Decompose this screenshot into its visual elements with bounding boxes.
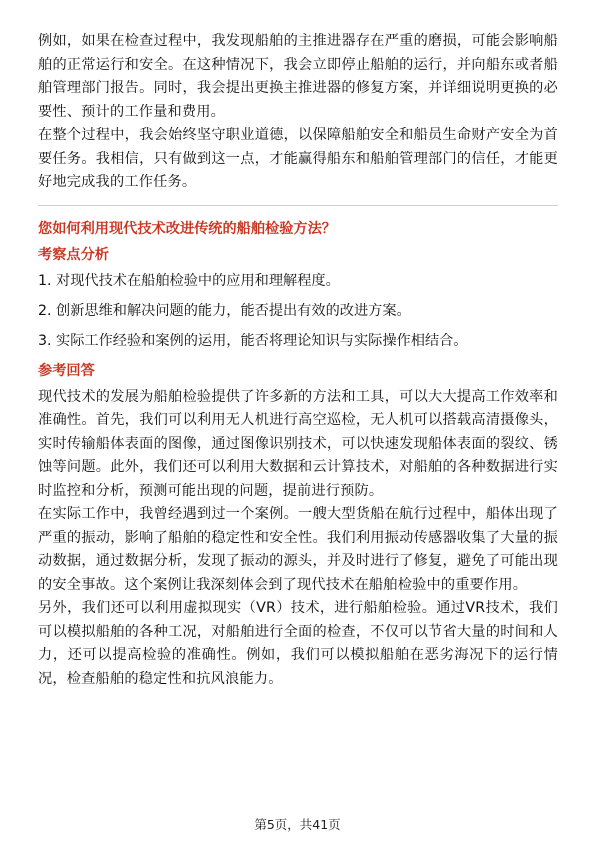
analysis-item-2: 2. 创新思维和解决问题的能力，能否提出有效的改进方案。 [38,302,411,319]
analysis-heading: 考察点分析 [38,246,109,263]
page-number-footer: 第5页，共41页 [254,817,341,832]
analysis-item-1: 1. 对现代技术在船舶检验中的应用和理解程度。 [38,272,340,289]
section-divider [38,205,558,206]
answer-heading: 参考回答 [38,362,95,379]
answer-paragraph-3: 另外，我们还可以利用虚拟现实（VR）技术，进行船舶检验。通过VR技术，我们可以模拟船舶的各种工况，对船舶进行全面的检查，不仅可以节省大量的时间和人力，还可以提高检验的准确性。例如，我们可以模拟船舶在恶劣海况下的运行情况，检查船舶的稳定性和抗风浪能力。 [38,600,558,687]
document-page [38,30,558,691]
answer-paragraph-2: 在实际工作中，我曾经遇到过一个案例。一艘大型货船在航行过程中，船体出现了严重的振动，影响了船舶的稳定性和安全性。我们利用振动传感器收集了大量的振动数据，通过数据分析，发现了振动的源头，并及时进行了修复，避免了可能出现的安全事故。这个案例让我深刻体会到了现代技术在船舶检验中的重要作用。 [38,506,558,593]
intro-paragraph-1: 例如，如果在检查过程中，我发现船舶的主推进器存在严重的磨损，可能会影响船舶的正常运行和安全。在这种情况下，我会立即停止船舶的运行，并向船东或者船舶管理部门报告。同时，我会提出更换主推进器的修复方案，并详细说明更换的必要性、预计的工作量和费用。 [38,33,558,120]
question-title: 您如何利用现代技术改进传统的船舶检验方法？ [38,220,336,237]
analysis-item-3: 3. 实际工作经验和案例的运用，能否将理论知识与实际操作相结合。 [38,332,468,349]
intro-paragraph-2: 在整个过程中，我会始终坚守职业道德，以保障船舶安全和船员生命财产安全为首要任务。我相信，只有做到这一点，才能赢得船东和船舶管理部门的信任，才能更好地完成我的工作任务。 [38,127,558,190]
answer-paragraph-1: 现代技术的发展为船舶检验提供了许多新的方法和工具，可以大大提高工作效率和准确性。首先，我们可以利用无人机进行高空巡检，无人机可以搭载高清摄像头，实时传输船体表面的图像，通过图像识别技术，可以快速发现船体表面的裂纹、锈蚀等问题。此外，我们还可以利用大数据和云计算技术，对船舶的各种数据进行实时监控和分析，预测可能出现的问题，提前进行预防。 [38,388,558,499]
